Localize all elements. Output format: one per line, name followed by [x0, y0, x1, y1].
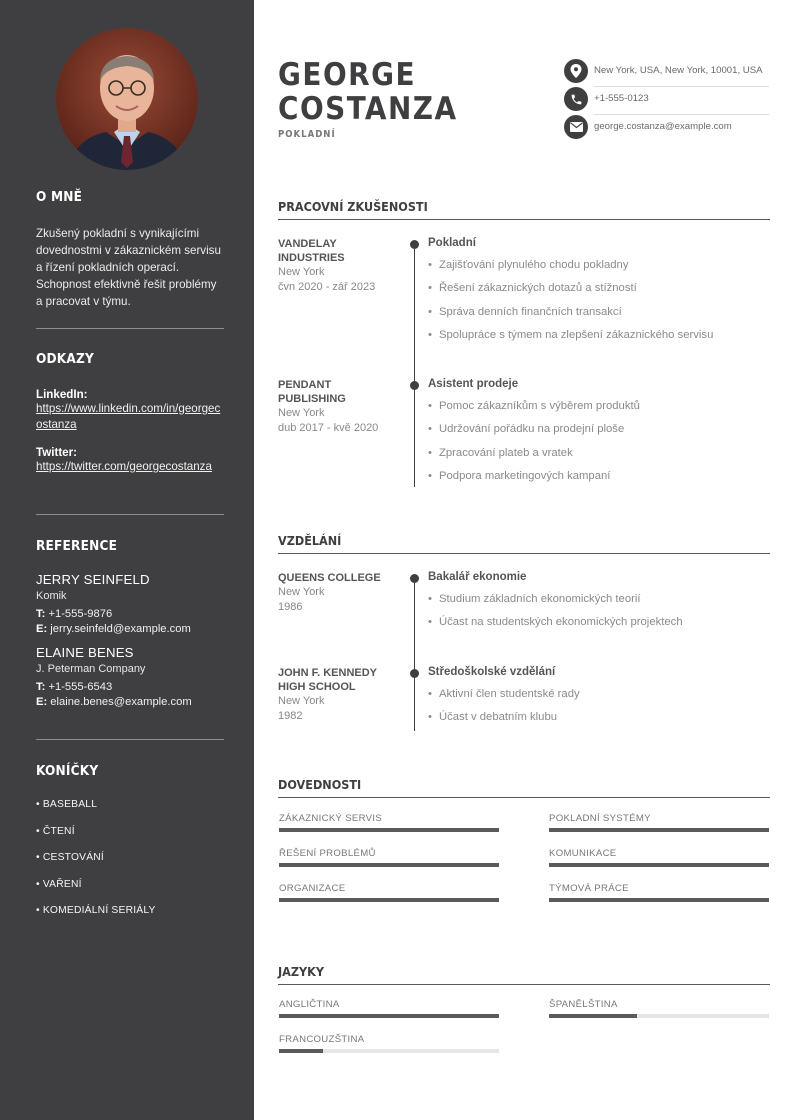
level-fill — [279, 1014, 499, 1018]
hobbies-title: KONÍČKY — [36, 763, 99, 779]
level-fill — [279, 863, 499, 867]
skill-name: TÝMOVÁ PRÁCE — [549, 883, 629, 894]
hobby-item: • KOMEDIÁLNÍ SERIÁLY — [36, 905, 156, 916]
list-item: • Zajišťování plynulého chodu pokladny — [428, 259, 713, 282]
hobby-item: • BASEBALL — [36, 799, 98, 810]
degree-title: Středoškolské vzdělání — [428, 666, 556, 678]
list-item: • Udržování pořádku na prodejní ploše — [428, 423, 640, 446]
contact-email-text: george.costanza@example.com — [594, 121, 732, 132]
job-title: Asistent prodeje — [428, 378, 519, 390]
employer: VANDELAY INDUSTRIES New York čvn 2020 - zář 2023 — [278, 238, 376, 293]
hobby-item: • CESTOVÁNÍ — [36, 852, 104, 863]
contact-email — [564, 115, 769, 141]
skill-name: POKLADNÍ SYSTÉMY — [549, 813, 651, 824]
skill-item — [279, 883, 499, 902]
level-fill — [279, 1049, 323, 1053]
hobbies-list — [36, 799, 224, 932]
skill-name: ZÁKAZNICKÝ SERVIS — [279, 813, 383, 824]
skill-bar — [279, 863, 499, 867]
skill-name: ŘEŠENÍ PROBLÉMŮ — [279, 848, 376, 859]
references-title: REFERENCE — [36, 538, 118, 554]
contact-location-text: New York, USA, New York, 10001, USA — [594, 65, 763, 76]
twitter-label: Twitter: — [36, 446, 78, 459]
reference-company: Komik — [36, 590, 67, 602]
about-title: O MNĚ — [36, 189, 83, 205]
list-item: • Zpracování plateb a vratek — [428, 447, 640, 470]
language-bar — [279, 1014, 499, 1018]
location-pin-icon — [564, 59, 588, 83]
list-item: • Správa denních finančních transakcí — [428, 306, 713, 329]
skill-bar — [549, 863, 769, 867]
skill-item — [549, 883, 769, 902]
skill-item — [549, 813, 769, 832]
list-item: • Pomoc zákazníkům s výběrem produktů — [428, 400, 640, 423]
about-section — [36, 189, 224, 310]
link-item-twitter — [36, 446, 224, 475]
level-fill — [549, 828, 769, 832]
duties-list — [428, 259, 713, 352]
divider — [36, 514, 224, 515]
skills-title: DOVEDNOSTI — [278, 777, 770, 798]
skill-item — [279, 813, 499, 832]
list-item: • Studium základních ekonomických teorií — [428, 593, 683, 616]
job-title: Pokladní — [428, 237, 476, 249]
main-content — [254, 0, 794, 1120]
hobby-item: • ČTENÍ — [36, 825, 75, 837]
list-item: • Spolupráce s týmem na zlepšení zákaznického servisu — [428, 329, 713, 352]
contact-location — [564, 59, 769, 85]
skill-bar — [549, 898, 769, 902]
list-item: • Řešení zákaznických dotazů a stížností — [428, 282, 713, 305]
language-bar — [279, 1049, 499, 1053]
linkedin-label: LinkedIn: — [36, 388, 88, 401]
skill-bar — [279, 898, 499, 902]
education-title: VZDĚLÁNÍ — [278, 533, 770, 554]
language-item — [549, 999, 769, 1018]
reference-phone: T: +1-555-6543 — [36, 681, 113, 693]
languages-title: JAZYKY — [278, 964, 770, 985]
education-list — [428, 593, 683, 640]
phone-icon — [564, 87, 588, 111]
language-bar — [549, 1014, 769, 1018]
level-fill — [549, 863, 769, 867]
skill-name: KOMUNIKACE — [549, 848, 617, 859]
list-item: • Podpora marketingových kampaní — [428, 470, 640, 493]
list-item: • Aktivní člen studentské rady — [428, 688, 580, 711]
list-item: • Účast na studentských ekonomických projektech — [428, 616, 683, 639]
job-role: POKLADNÍ — [278, 129, 336, 140]
timeline-dot — [410, 381, 419, 390]
school: JOHN F. KENNEDY HIGH SCHOOL New York 1982 — [278, 667, 377, 722]
language-item — [279, 1034, 499, 1053]
links-section — [36, 351, 224, 475]
mail-icon — [564, 115, 588, 139]
reference-phone: T: +1-555-9876 — [36, 608, 113, 620]
reference-email: E: jerry.seinfeld@example.com — [36, 623, 191, 635]
degree-title: Bakalář ekonomie — [428, 571, 527, 583]
level-fill — [549, 1014, 637, 1018]
language-name: ŠPANĚLŠTINA — [549, 999, 618, 1010]
duties-list — [428, 400, 640, 493]
school: QUEENS COLLEGE New York 1986 — [278, 572, 381, 613]
reference-name: ELAINE BENES — [36, 645, 134, 660]
hobby-item: • VAŘENÍ — [36, 878, 82, 890]
experience-entry — [278, 378, 770, 488]
references-section — [36, 538, 224, 708]
skill-item — [279, 848, 499, 867]
divider — [36, 739, 224, 740]
sidebar — [0, 0, 254, 1120]
skill-name: ORGANIZACE — [279, 883, 346, 894]
reference-company: J. Peterman Company — [36, 663, 146, 675]
timeline-dot — [410, 669, 419, 678]
contact-phone — [564, 87, 769, 113]
education-list — [428, 688, 580, 735]
skill-item — [549, 848, 769, 867]
language-name: ANGLIČTINA — [279, 999, 340, 1010]
language-name: FRANCOUZŠTINA — [279, 1034, 365, 1045]
about-text: Zkušený pokladní s vynikajícími dovednostmi v zákaznickém servisu a řízení pokladních operací. Schopnost efektivně řešit problémy a pracovat v týmu. — [36, 227, 221, 308]
candidate-name: GEORGE COSTANZA — [278, 57, 458, 127]
divider — [36, 328, 224, 329]
reference-name: JERRY SEINFELD — [36, 572, 150, 587]
reference-email: E: elaine.benes@example.com — [36, 696, 192, 708]
employer: PENDANT PUBLISHING New York dub 2017 - kvě 2020 — [278, 379, 379, 434]
hobbies-section — [36, 763, 224, 932]
language-item — [279, 999, 499, 1018]
reference-item — [36, 645, 224, 708]
linkedin-link[interactable]: https://www.linkedin.com/in/georgecostanza — [36, 402, 221, 431]
education-entry — [278, 666, 770, 736]
twitter-link[interactable]: https://twitter.com/georgecostanza — [36, 460, 212, 473]
level-fill — [549, 898, 769, 902]
profile-photo — [56, 28, 198, 170]
links-title: ODKAZY — [36, 351, 95, 367]
experience-title: PRACOVNÍ ZKUŠENOSTI — [278, 199, 770, 220]
level-fill — [279, 828, 499, 832]
list-item: • Účast v debatním klubu — [428, 711, 580, 734]
reference-item — [36, 572, 224, 635]
contact-phone-text: +1-555-0123 — [594, 93, 649, 104]
skill-bar — [549, 828, 769, 832]
level-fill — [279, 898, 499, 902]
skill-bar — [279, 828, 499, 832]
link-item-linkedin — [36, 388, 224, 433]
